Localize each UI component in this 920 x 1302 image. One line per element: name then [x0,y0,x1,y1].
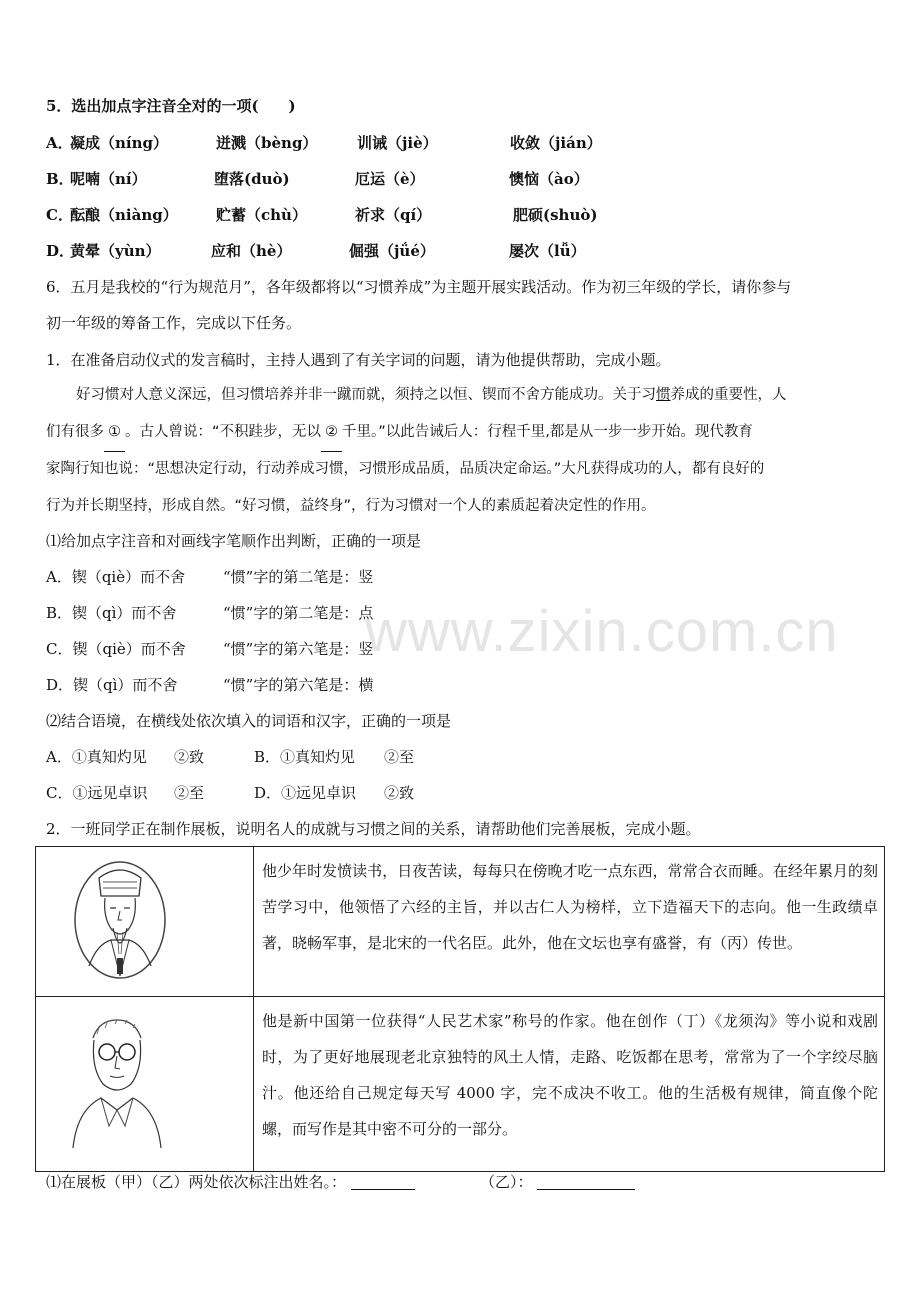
part2-option-b: B．①真知灼见 [254,748,356,766]
option-item: 黄晕（yùn） [70,242,161,260]
part1-option-a-stroke: “惯”字的第二笔是：竖 [223,568,374,586]
part3-yi-label: （乙）： [480,1173,533,1191]
part1-option-c-stroke: “惯”字的第六笔是：竖 [223,640,374,658]
passage-line2 [46,414,876,452]
part3-yi [480,1172,635,1192]
passage-text: 千里。”以此告诫后人：行程千里,都是从一步一步开始。现代教育 [342,424,753,440]
option-label: D． [46,242,75,260]
exhibition-board [35,846,885,1172]
passage-text: 。古人曾说：“不积跬步，无以 [125,424,322,440]
part2-option-b-char: ②至 [384,748,415,766]
part3-stem-text: ⑴在展板（甲）（乙）两处依次标注出姓名。： [46,1173,347,1191]
part2-option-d-char: ②致 [384,784,415,802]
part1-option-d-stroke: “惯”字的第六笔是：横 [223,676,374,694]
option-item: 收敛（jián） [510,134,602,152]
board-text-jia: 他少年时发愤读书，日夜苦读，每每只在傍晚才吃一点东西，常常合衣而睡。在经年累月的刻苦学习中，他领悟了六经的主旨，并以古仁人为榜样，立下造福天下的志向。他一生政绩卓著，晓畅军事，是北宋的一代名臣。此外，他在文坛也享有盛誉，有（丙）传世。 [254,847,885,997]
option-label: C． [46,206,73,224]
option-label: B． [46,170,74,188]
option-item: 贮蓄（chù） [216,206,307,224]
answer-blank-jia[interactable] [351,1173,415,1190]
passage-text: 养成的重要性，人 [670,387,787,403]
part1-option-c: C．锲（qiè）而不舍 [46,640,186,658]
option-item: 训诫（jiè） [357,134,438,152]
part2-option-d: D．①远见卓识 [254,784,357,802]
watermark: www.zixin.com.cn [365,599,839,664]
underlined-char: 惯 [656,387,671,403]
part1-option-a: A．锲（qiè）而不舍 [46,568,186,586]
part3-stem [46,1172,415,1192]
part1-option-d: D．锲（qì）而不舍 [46,676,178,694]
option-item: 肥硕(shuò) [513,206,598,224]
portrait-cell [36,847,254,997]
option-item: 倔强（jǘé） [349,242,435,260]
passage-line1 [46,377,876,414]
board-text-yi: 他是新中国第一位获得“人民艺术家”称号的作家。他在创作（丁）《龙须沟》等小说和戏剧时，为了更好地展现老北京独特的风土人情，走路、吃饭都在思考，常常为了一个字绞尽脑汁。他还给自己规定每天写 4000 字，完不成决不收工。他的生活极有规律，简直像个陀螺，而写作是其中密不可分的一部分。 [254,997,885,1172]
q6-intro-line2: 初一年级的筹备工作，完成以下任务。 [46,314,302,332]
q6-intro-line1: 6．五月是我校的“行为规范月”，各年级都将以“习惯养成”为主题开展实践活动。作为初三年级的学长，请你参与 [46,278,792,296]
option-item: 应和（hè） [211,242,292,260]
blank-2: ② [321,414,342,452]
option-item: 懊恼（ào） [509,170,589,188]
option-item: 凝成（níng） [70,134,168,152]
option-item: 堕落(duò) [214,170,290,188]
board-row [36,997,885,1172]
option-item: 呢喃（ní） [70,170,147,188]
option-item: 祈求（qí） [355,206,432,224]
part2-option-c-char: ②至 [174,784,205,802]
option-label: A． [46,134,73,152]
option-item: 厄运（è） [355,170,425,188]
passage-line3: 家陶行知也说：“思想决定行动，行动养成习惯，习惯形成品质，品质决定命运。”大凡获得成功的人，都有良好的 [46,461,765,477]
portrait-cell [36,997,254,1172]
q6-sub1: 1．在准备启动仪式的发言稿时，主持人遇到了有关字词的问题，请为他提供帮助，完成小题。 [46,351,671,369]
part2-option-a-char: ②致 [174,748,205,766]
passage-text: 们有很多 [46,424,104,440]
option-item: 酝酿（niàng） [70,206,178,224]
portrait-fan-zhongyan-illustration [37,848,252,991]
portrait-lao-she-illustration [37,998,252,1166]
part1-option-b-stroke: “惯”字的第二笔是：点 [223,604,374,622]
option-item: 迸溅（bèng） [216,134,318,152]
part1-stem: ⑴给加点字注音和对画线字笔顺作出判断，正确的一项是 [46,532,422,550]
passage-text: 好习惯对人意义深远，但习惯培养并非一蹴而就，须持之以恒、锲而不舍方能成功。关于习 [76,387,656,403]
passage-line4: 行为并长期坚持，形成自然。“好习惯，益终身”，行为习惯对一个人的素质起着决定性的作用。 [46,498,656,514]
blank-1: ① [104,414,125,452]
option-item: 屡次（lǚ） [509,242,586,260]
part1-option-b: B．锲（qì）而不舍 [46,604,177,622]
q6-sub2: 2．一班同学正在制作展板，说明名人的成就与习惯之间的关系，请帮助他们完善展板，完成小题。 [46,820,701,838]
board-row [36,847,885,997]
part2-option-a: A．①真知灼见 [46,748,147,766]
q5-stem: 5．选出加点字注音全对的一项( ) [46,97,296,115]
part2-option-c: C．①远见卓识 [46,784,148,802]
part2-stem: ⑵结合语境，在横线处依次填入的词语和汉字，正确的一项是 [46,712,452,730]
answer-blank-yi[interactable] [537,1173,635,1190]
